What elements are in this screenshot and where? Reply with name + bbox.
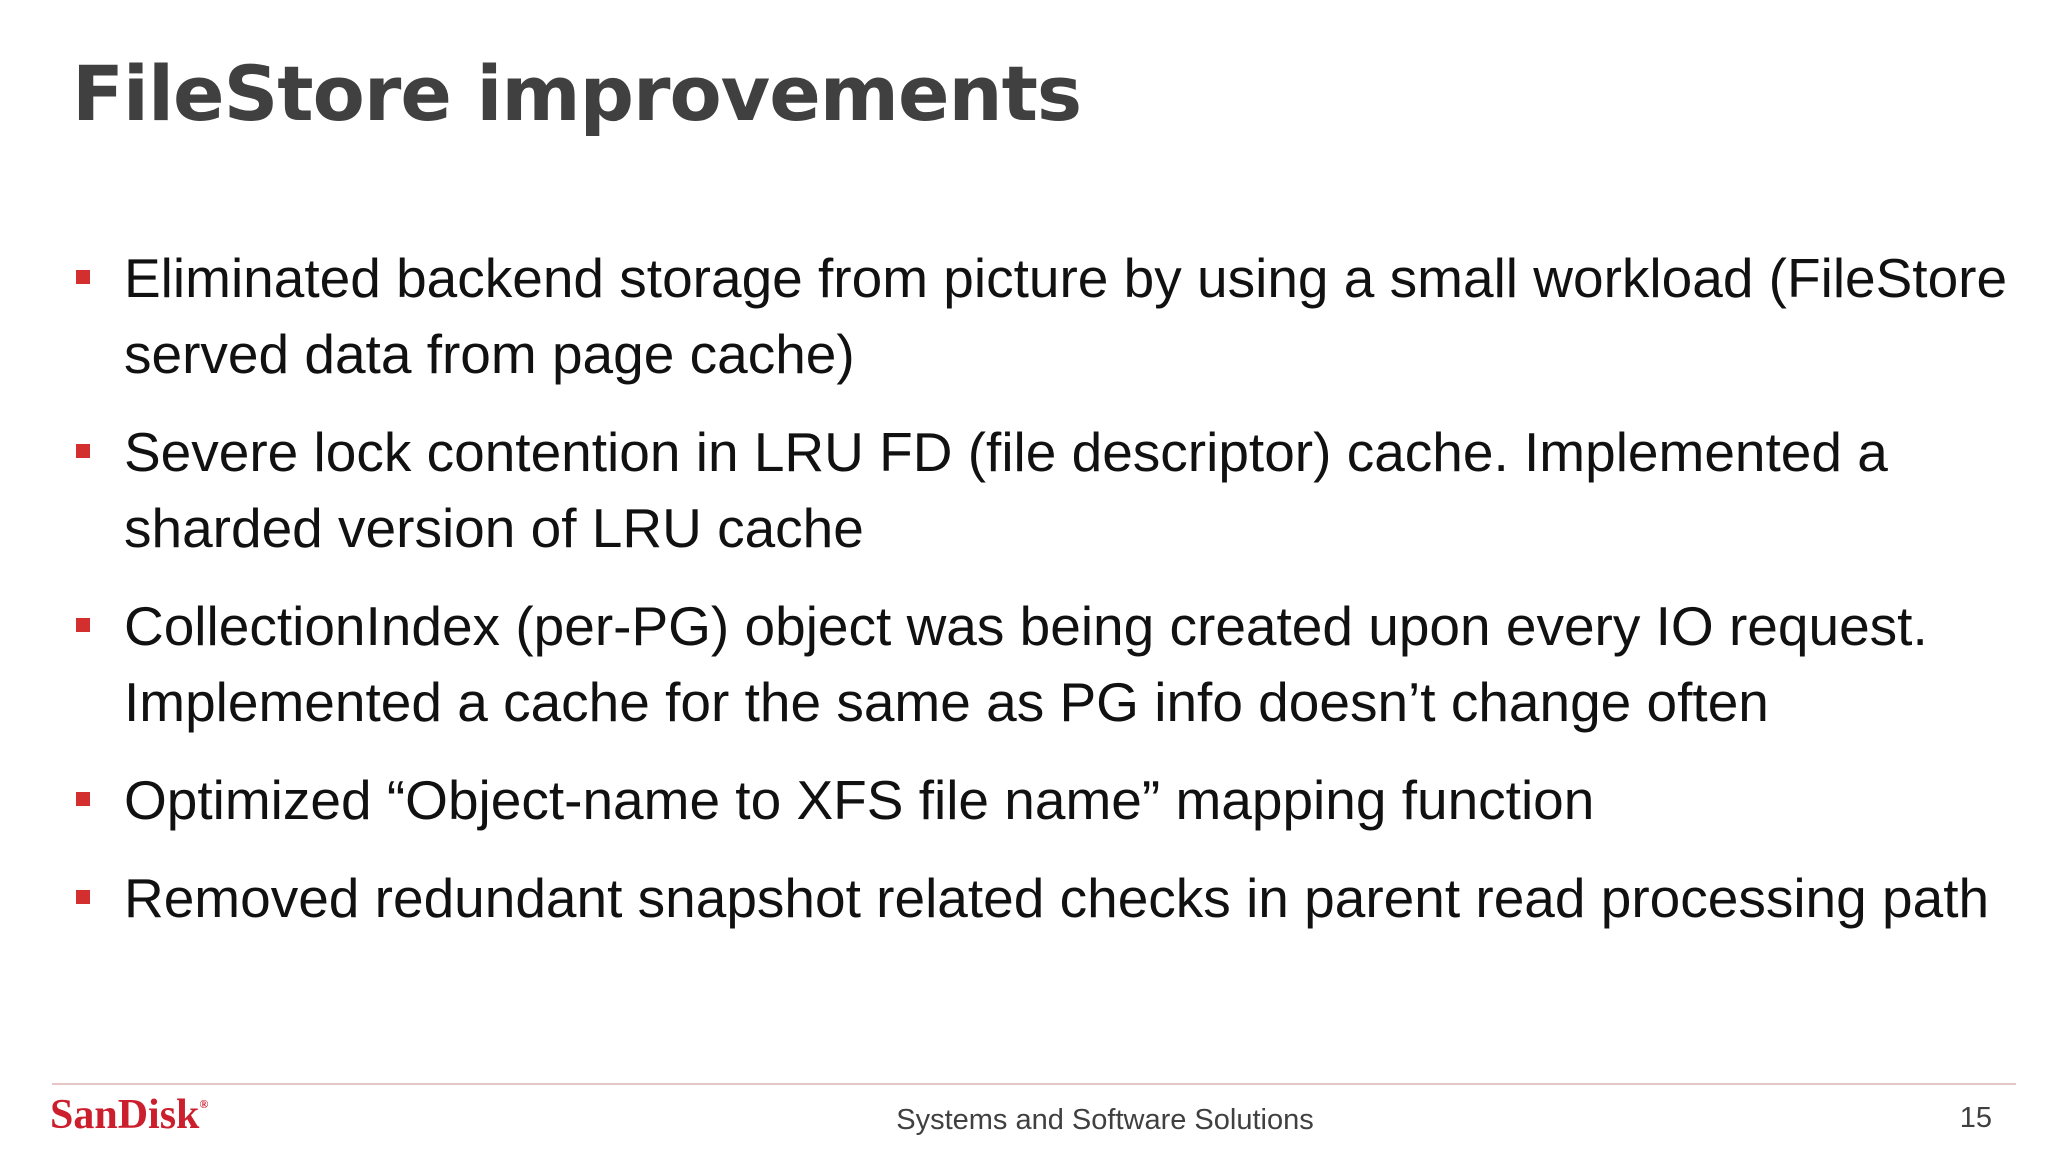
logo-text: SanDisk <box>50 1092 200 1138</box>
bullet-item <box>72 414 2012 566</box>
square-bullet-icon <box>76 444 90 458</box>
footer-divider <box>52 1083 2016 1085</box>
bullet-item <box>72 588 2012 740</box>
bullet-item <box>72 240 2012 392</box>
slide-title: FileStore improvements <box>72 49 1082 138</box>
bullet-list <box>72 240 2012 958</box>
bullet-text: CollectionIndex (per-PG) object was being created upon every IO request. Implemented a cache for the same as PG info doesn’t change often <box>124 595 1928 733</box>
square-bullet-icon <box>76 890 90 904</box>
footer-caption: Systems and Software Solutions <box>896 1104 1314 1136</box>
bullet-text: Severe lock contention in LRU FD (file descriptor) cache. Implemented a sharded version of LRU cache <box>124 421 1888 559</box>
bullet-text: Eliminated backend storage from picture by using a small workload (FileStore served data from page cache) <box>124 247 2008 385</box>
square-bullet-icon <box>76 618 90 632</box>
bullet-text: Optimized “Object-name to XFS file name” mapping function <box>124 769 1595 831</box>
registered-mark: ® <box>199 1097 209 1111</box>
page-number: 15 <box>1959 1102 1992 1134</box>
square-bullet-icon <box>76 270 90 284</box>
bullet-text: Removed redundant snapshot related checks in parent read processing path <box>124 867 1990 929</box>
bullet-item <box>72 860 2012 936</box>
square-bullet-icon <box>76 792 90 806</box>
bullet-item <box>72 762 2012 838</box>
